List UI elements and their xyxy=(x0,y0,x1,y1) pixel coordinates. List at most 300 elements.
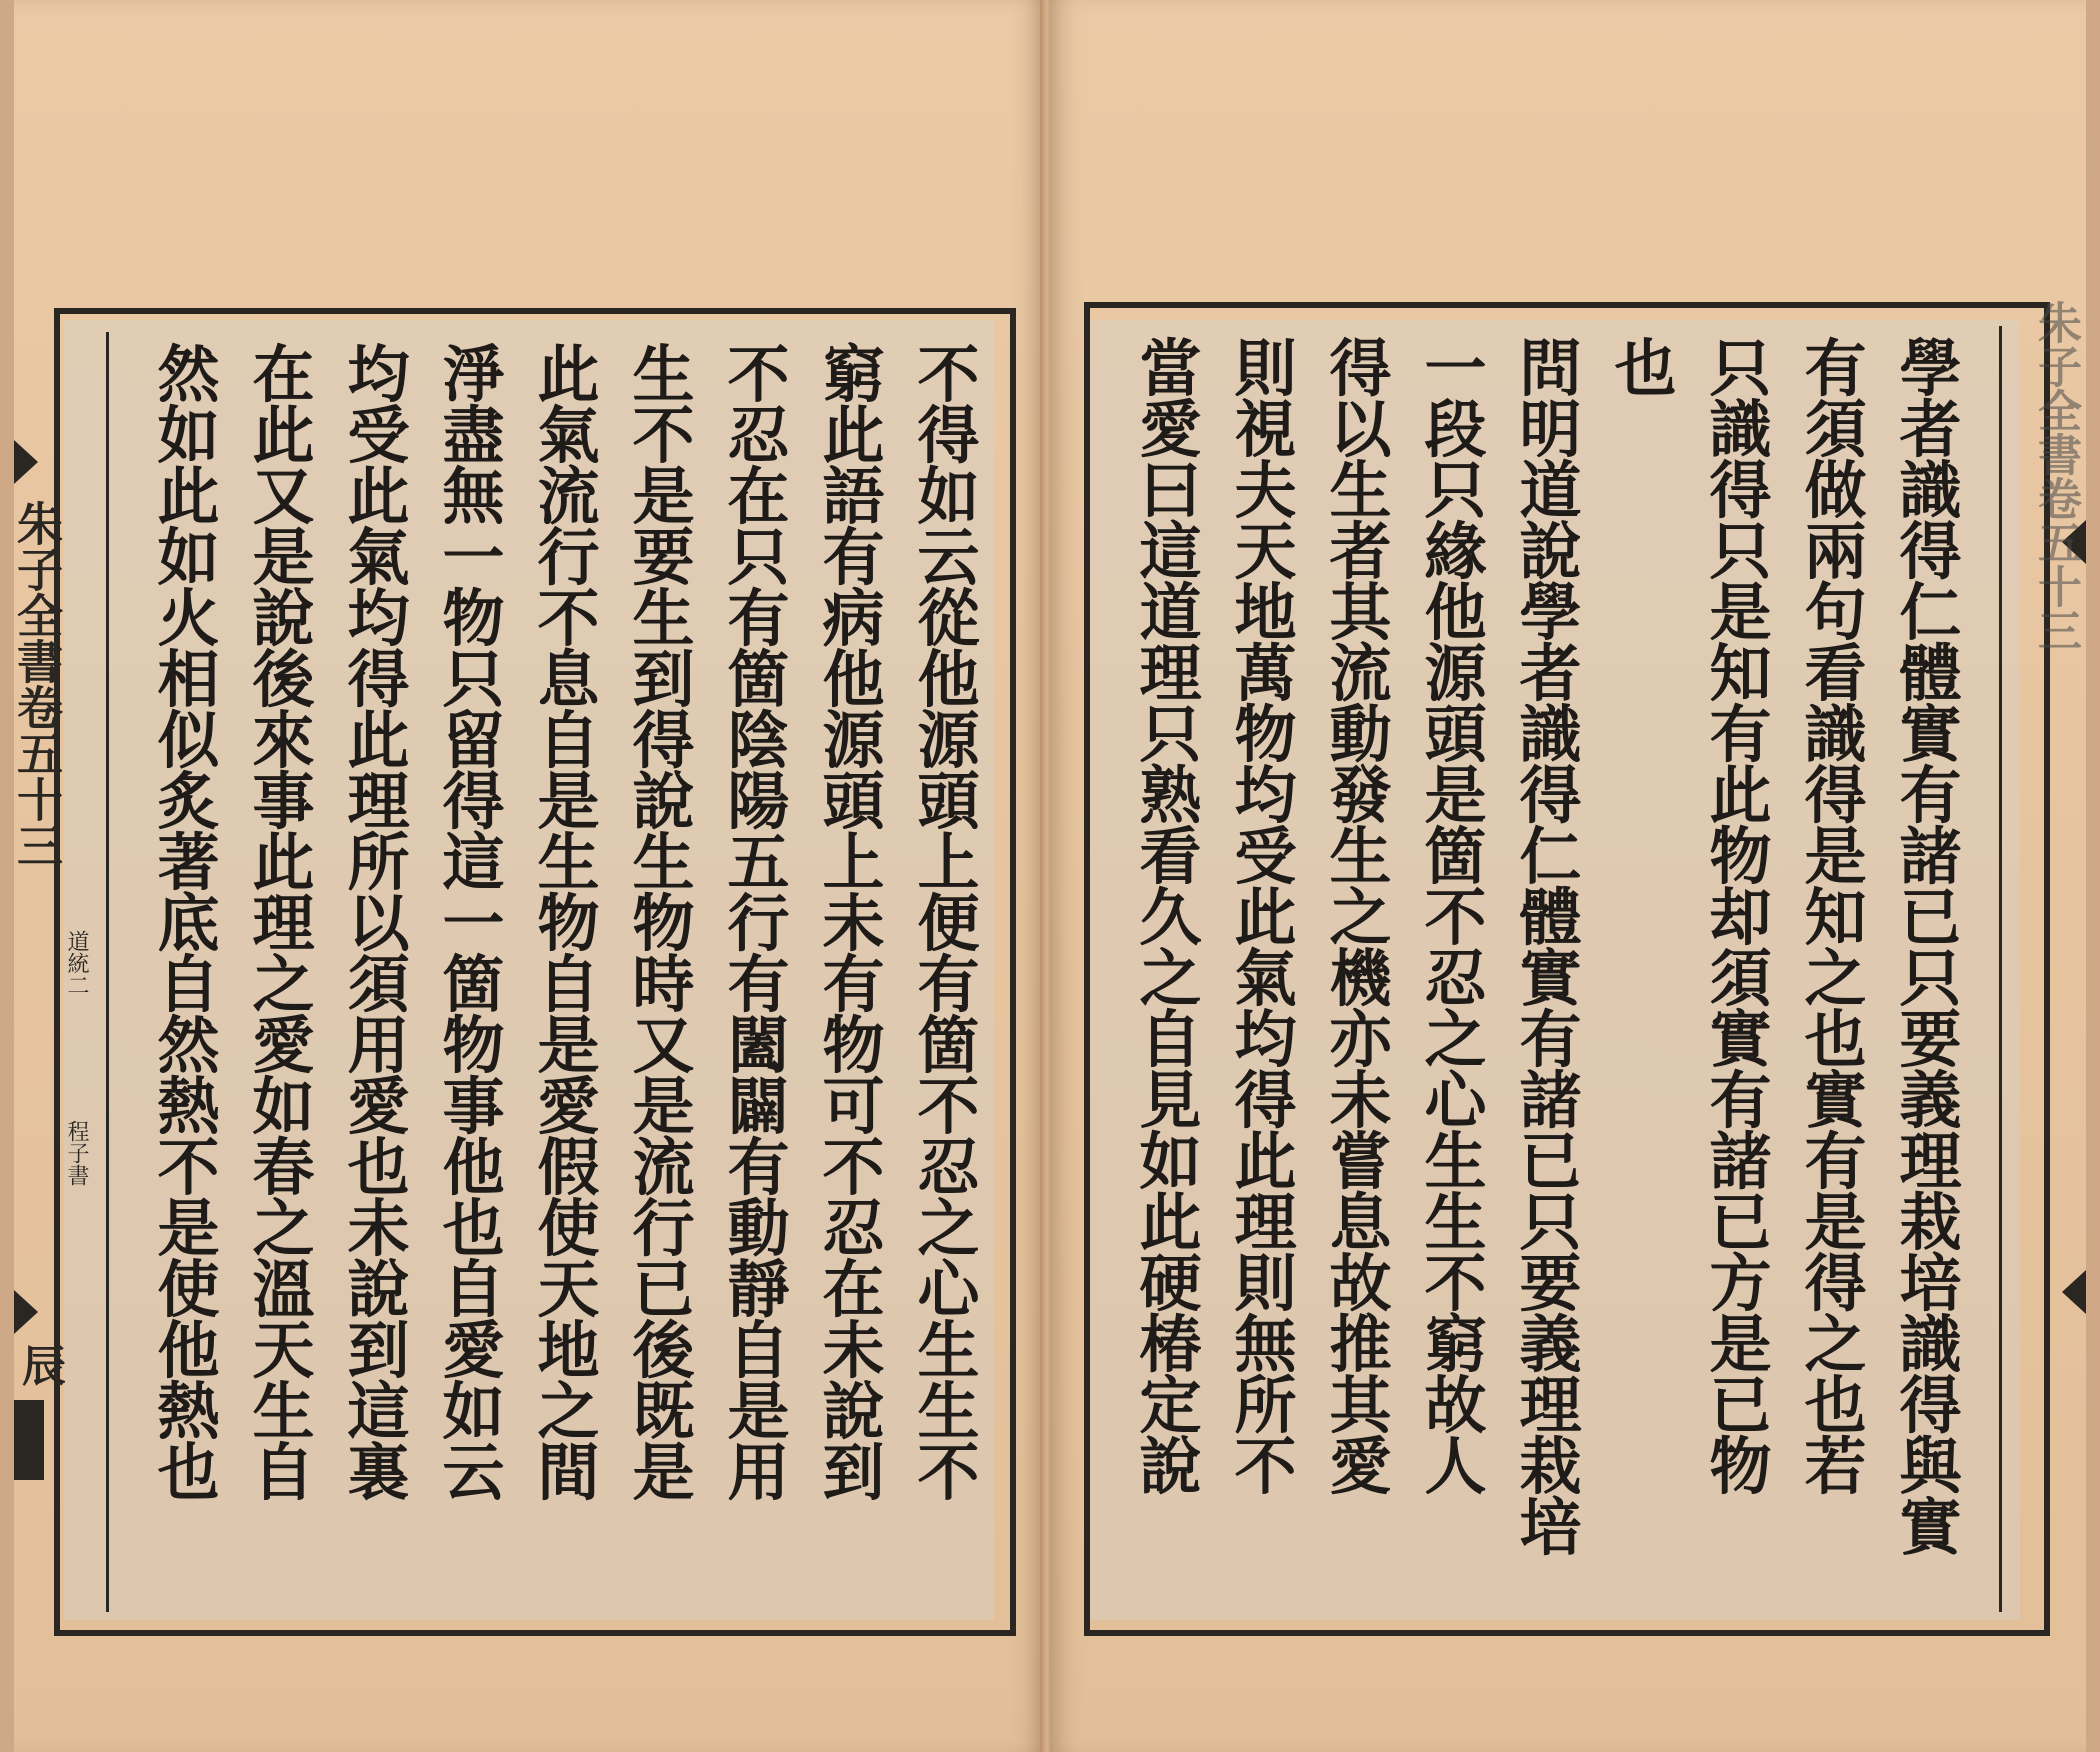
glyph: 到 xyxy=(347,1314,410,1387)
glyph: 地 xyxy=(1234,576,1297,649)
glyph: 知 xyxy=(1804,881,1867,954)
glyph: 既 xyxy=(632,1375,695,1448)
glyph: 說 xyxy=(822,1375,885,1448)
text-column xyxy=(1598,332,1693,1558)
glyph: 緣 xyxy=(1424,515,1487,588)
glyph: 此 xyxy=(1234,881,1297,954)
glyph: 知 xyxy=(1709,637,1772,710)
glyph: 是 xyxy=(632,1436,695,1509)
glyph: 也 xyxy=(157,1436,220,1509)
glyph: 見 xyxy=(1139,1064,1202,1137)
right-margin-strip xyxy=(2016,290,2086,1650)
glyph: 理 xyxy=(1139,637,1202,710)
glyph: 事 xyxy=(252,765,315,838)
right-page xyxy=(1050,0,2086,1752)
glyph: 做 xyxy=(1804,454,1867,527)
glyph: 之 xyxy=(252,948,315,1021)
glyph: 體 xyxy=(1899,637,1962,710)
margin-subtitle-2: 程子書 xyxy=(64,1120,89,1186)
glyph: 間 xyxy=(537,1436,600,1509)
glyph: 諸 xyxy=(1519,1064,1582,1137)
glyph: 方 xyxy=(1709,1247,1772,1320)
glyph: 物 xyxy=(1234,698,1297,771)
glyph: 自 xyxy=(252,1436,315,1509)
glyph: 識 xyxy=(1519,698,1582,771)
text-column xyxy=(1503,332,1598,1564)
glyph: 不 xyxy=(917,1436,980,1509)
glyph: 得 xyxy=(1899,1369,1962,1442)
glyph: 此 xyxy=(347,704,410,777)
glyph: 是 xyxy=(632,460,695,533)
glyph: 氣 xyxy=(347,521,410,594)
glyph: 生 xyxy=(1329,454,1392,527)
glyph: 此 xyxy=(252,399,315,472)
glyph: 流 xyxy=(537,460,600,533)
text-column xyxy=(521,338,616,1509)
glyph: 者 xyxy=(1329,515,1392,588)
glyph: 當 xyxy=(1139,332,1202,405)
glyph: 自 xyxy=(1139,1003,1202,1076)
glyph: 無 xyxy=(442,460,505,533)
glyph: 火 xyxy=(157,582,220,655)
glyph: 其 xyxy=(1329,576,1392,649)
glyph: 以 xyxy=(347,887,410,960)
glyph: 愛 xyxy=(252,1009,315,1082)
glyph: 理 xyxy=(1519,1369,1582,1442)
glyph: 諸 xyxy=(1899,820,1962,893)
glyph: 問 xyxy=(1519,332,1582,405)
glyph: 此 xyxy=(1139,1186,1202,1259)
frame-inner-line xyxy=(106,332,109,1612)
glyph: 故 xyxy=(1424,1369,1487,1442)
glyph: 之 xyxy=(537,1375,600,1448)
glyph: 不 xyxy=(1234,1430,1297,1503)
glyph: 不 xyxy=(537,582,600,655)
glyph: 愛 xyxy=(1139,393,1202,466)
glyph: 箇 xyxy=(1424,820,1487,893)
glyph: 這 xyxy=(442,826,505,899)
glyph: 息 xyxy=(1329,1186,1392,1259)
glyph: 生 xyxy=(917,1314,980,1387)
glyph: 學 xyxy=(1519,576,1582,649)
glyph: 行 xyxy=(727,887,790,960)
glyph: 時 xyxy=(632,948,695,1021)
glyph: 此 xyxy=(1234,1125,1297,1198)
glyph: 所 xyxy=(347,826,410,899)
glyph: 用 xyxy=(347,1009,410,1082)
glyph: 行 xyxy=(632,1192,695,1265)
glyph: 是 xyxy=(537,765,600,838)
glyph: 盡 xyxy=(442,399,505,472)
glyph: 只 xyxy=(1709,332,1772,405)
glyph: 推 xyxy=(1329,1308,1392,1381)
glyph: 頭 xyxy=(917,765,980,838)
glyph: 亦 xyxy=(1329,1003,1392,1076)
glyph: 受 xyxy=(347,399,410,472)
glyph: 物 xyxy=(1709,820,1772,893)
fishtail-mark-lower xyxy=(2040,1270,2086,1314)
glyph: 實 xyxy=(1899,698,1962,771)
glyph: 道 xyxy=(1139,576,1202,649)
glyph: 源 xyxy=(1424,637,1487,710)
glyph: 這 xyxy=(347,1375,410,1448)
glyph: 物 xyxy=(442,1009,505,1082)
glyph: 源 xyxy=(822,704,885,777)
glyph: 如 xyxy=(157,399,220,472)
text-column xyxy=(1883,332,1978,1564)
glyph: 夫 xyxy=(1234,454,1297,527)
glyph: 嘗 xyxy=(1329,1125,1392,1198)
glyph: 心 xyxy=(917,1253,980,1326)
glyph: 却 xyxy=(1709,881,1772,954)
glyph: 如 xyxy=(1139,1125,1202,1198)
text-column xyxy=(1313,332,1408,1558)
glyph: 行 xyxy=(537,521,600,594)
glyph: 是 xyxy=(1709,1308,1772,1381)
glyph: 到 xyxy=(632,643,695,716)
glyph: 愛 xyxy=(537,1070,600,1143)
glyph: 陽 xyxy=(727,765,790,838)
glyph: 是 xyxy=(727,1375,790,1448)
glyph: 後 xyxy=(252,643,315,716)
faded-margin-title: 朱子全書卷五十三 xyxy=(2030,300,2081,652)
glyph: 栽 xyxy=(1899,1186,1962,1259)
glyph: 窮 xyxy=(1424,1308,1487,1381)
glyph: 說 xyxy=(1139,1430,1202,1503)
glyph: 上 xyxy=(822,826,885,899)
glyph: 也 xyxy=(1614,332,1677,405)
glyph: 動 xyxy=(727,1192,790,1265)
glyph: 之 xyxy=(252,1192,315,1265)
glyph: 兩 xyxy=(1804,515,1867,588)
glyph: 他 xyxy=(442,1131,505,1204)
glyph: 得 xyxy=(1899,515,1962,588)
glyph: 已 xyxy=(1899,881,1962,954)
glyph: 實 xyxy=(1709,1003,1772,1076)
glyph: 此 xyxy=(1709,759,1772,832)
glyph: 生 xyxy=(632,582,695,655)
glyph: 闢 xyxy=(727,1070,790,1143)
text-column xyxy=(806,338,901,1509)
margin-subtitle-1: 道統二 xyxy=(64,930,89,996)
glyph: 也 xyxy=(1804,1369,1867,1442)
glyph: 源 xyxy=(917,704,980,777)
glyph: 生 xyxy=(1424,1186,1487,1259)
glyph: 義 xyxy=(1519,1308,1582,1381)
glyph: 仁 xyxy=(1519,820,1582,893)
glyph: 有 xyxy=(1899,759,1962,832)
glyph: 生 xyxy=(1424,1125,1487,1198)
glyph: 是 xyxy=(157,1192,220,1265)
glyph: 不 xyxy=(632,399,695,472)
glyph: 忍 xyxy=(1424,942,1487,1015)
glyph: 云 xyxy=(917,521,980,594)
glyph: 熱 xyxy=(157,1070,220,1143)
glyph: 未 xyxy=(822,1314,885,1387)
glyph: 體 xyxy=(1519,881,1582,954)
glyph: 須 xyxy=(347,948,410,1021)
glyph: 自 xyxy=(727,1314,790,1387)
glyph: 得 xyxy=(1709,454,1772,527)
text-column xyxy=(236,338,331,1509)
left-text-frame xyxy=(54,308,1016,1636)
glyph: 他 xyxy=(157,1314,220,1387)
glyph: 機 xyxy=(1329,942,1392,1015)
glyph: 生 xyxy=(632,338,695,411)
glyph: 他 xyxy=(1424,576,1487,649)
glyph: 物 xyxy=(822,1009,885,1082)
glyph: 一 xyxy=(1424,332,1487,405)
glyph: 者 xyxy=(1899,393,1962,466)
glyph: 實 xyxy=(1519,942,1582,1015)
glyph: 明 xyxy=(1519,393,1582,466)
glyph: 後 xyxy=(632,1314,695,1387)
glyph: 未 xyxy=(822,887,885,960)
text-column xyxy=(901,338,996,1509)
glyph: 物 xyxy=(537,887,600,960)
glyph: 箇 xyxy=(917,1009,980,1082)
glyph: 生 xyxy=(917,1375,980,1448)
glyph: 萬 xyxy=(1234,637,1297,710)
glyph: 使 xyxy=(157,1253,220,1326)
glyph: 有 xyxy=(917,948,980,1021)
glyph: 病 xyxy=(822,582,885,655)
glyph: 他 xyxy=(822,643,885,716)
glyph: 均 xyxy=(1234,1003,1297,1076)
glyph: 從 xyxy=(917,582,980,655)
glyph: 有 xyxy=(727,582,790,655)
glyph: 只 xyxy=(1139,698,1202,771)
glyph: 說 xyxy=(1519,515,1582,588)
glyph: 受 xyxy=(1234,820,1297,893)
glyph: 理 xyxy=(1234,1186,1297,1259)
glyph: 得 xyxy=(442,765,505,838)
text-column xyxy=(616,338,711,1509)
glyph: 培 xyxy=(1899,1247,1962,1320)
glyph: 愛 xyxy=(1329,1430,1392,1503)
glyph: 頭 xyxy=(1424,698,1487,771)
glyph: 須 xyxy=(1804,393,1867,466)
glyph: 忍 xyxy=(917,1131,980,1204)
glyph: 已 xyxy=(1709,1369,1772,1442)
glyph: 是 xyxy=(537,1009,600,1082)
glyph: 自 xyxy=(537,704,600,777)
glyph: 已 xyxy=(1709,1186,1772,1259)
glyph: 硬 xyxy=(1139,1247,1202,1320)
glyph: 如 xyxy=(917,460,980,533)
glyph: 若 xyxy=(1804,1430,1867,1503)
glyph: 上 xyxy=(917,826,980,899)
glyph: 又 xyxy=(632,1009,695,1082)
glyph: 是 xyxy=(1709,576,1772,649)
glyph: 然 xyxy=(157,1009,220,1082)
glyph: 要 xyxy=(1899,1003,1962,1076)
glyph: 要 xyxy=(1519,1247,1582,1320)
glyph: 也 xyxy=(1804,1003,1867,1076)
glyph: 用 xyxy=(727,1436,790,1509)
glyph: 看 xyxy=(1139,820,1202,893)
glyph: 培 xyxy=(1519,1491,1582,1564)
glyph: 到 xyxy=(822,1436,885,1509)
glyph: 這 xyxy=(1139,515,1202,588)
glyph: 其 xyxy=(1329,1369,1392,1442)
glyph: 此 xyxy=(252,826,315,899)
glyph: 是 xyxy=(252,521,315,594)
glyph: 則 xyxy=(1234,332,1297,405)
glyph: 事 xyxy=(442,1070,505,1143)
glyph: 溫 xyxy=(252,1253,315,1326)
glyph: 均 xyxy=(347,338,410,411)
glyph: 著 xyxy=(157,826,220,899)
glyph: 流 xyxy=(1329,637,1392,710)
glyph: 物 xyxy=(1709,1430,1772,1503)
glyph: 識 xyxy=(1899,1308,1962,1381)
text-column xyxy=(1123,332,1218,1558)
glyph: 此 xyxy=(537,338,600,411)
glyph: 只 xyxy=(442,643,505,716)
glyph: 久 xyxy=(1139,881,1202,954)
glyph: 箇 xyxy=(727,643,790,716)
glyph: 闔 xyxy=(727,1009,790,1082)
glyph: 動 xyxy=(1329,698,1392,771)
glyph: 得 xyxy=(1804,1247,1867,1320)
glyph: 自 xyxy=(442,1253,505,1326)
glyph: 道 xyxy=(1519,454,1582,527)
glyph: 流 xyxy=(632,1131,695,1204)
glyph: 氣 xyxy=(537,399,600,472)
glyph: 故 xyxy=(1329,1247,1392,1320)
glyph: 未 xyxy=(347,1192,410,1265)
left-text-columns xyxy=(141,338,996,1509)
glyph: 不 xyxy=(727,338,790,411)
glyph: 之 xyxy=(917,1192,980,1265)
glyph: 得 xyxy=(917,399,980,472)
glyph: 與 xyxy=(1899,1430,1962,1503)
glyph: 是 xyxy=(632,1070,695,1143)
glyph: 又 xyxy=(252,460,315,533)
glyph: 生 xyxy=(252,1375,315,1448)
glyph: 之 xyxy=(1329,881,1392,954)
glyph: 義 xyxy=(1899,1064,1962,1137)
glyph: 箇 xyxy=(442,948,505,1021)
glyph: 心 xyxy=(1424,1064,1487,1137)
glyph: 天 xyxy=(537,1253,600,1326)
glyph: 炙 xyxy=(157,765,220,838)
glyph: 息 xyxy=(537,643,600,716)
glyph: 愛 xyxy=(442,1314,505,1387)
glyph: 說 xyxy=(632,765,695,838)
glyph: 實 xyxy=(1899,1491,1962,1564)
glyph: 地 xyxy=(537,1314,600,1387)
glyph: 識 xyxy=(1709,393,1772,466)
glyph: 得 xyxy=(1804,759,1867,832)
glyph: 他 xyxy=(917,643,980,716)
glyph: 仁 xyxy=(1899,576,1962,649)
glyph: 有 xyxy=(1709,698,1772,771)
glyph: 熱 xyxy=(157,1375,220,1448)
glyph: 如 xyxy=(252,1070,315,1143)
text-column xyxy=(711,338,806,1509)
glyph: 視 xyxy=(1234,393,1297,466)
glyph: 不 xyxy=(917,1070,980,1143)
glyph: 不 xyxy=(917,338,980,411)
text-column xyxy=(1218,332,1313,1558)
glyph: 句 xyxy=(1804,576,1867,649)
glyph: 熟 xyxy=(1139,759,1202,832)
glyph: 天 xyxy=(252,1314,315,1387)
glyph: 無 xyxy=(1234,1308,1297,1381)
glyph: 只 xyxy=(1519,1186,1582,1259)
glyph: 只 xyxy=(1424,454,1487,527)
glyph: 以 xyxy=(1329,393,1392,466)
glyph: 未 xyxy=(1329,1064,1392,1137)
glyph: 不 xyxy=(157,1131,220,1204)
text-column xyxy=(1693,332,1788,1558)
left-page xyxy=(10,0,1044,1752)
text-column xyxy=(141,338,236,1509)
glyph: 有 xyxy=(1709,1064,1772,1137)
glyph: 不 xyxy=(1424,881,1487,954)
glyph: 之 xyxy=(1424,1003,1487,1076)
glyph: 忍 xyxy=(822,1192,885,1265)
glyph: 來 xyxy=(252,704,315,777)
glyph: 只 xyxy=(1709,515,1772,588)
glyph: 窮 xyxy=(822,338,885,411)
glyph: 忍 xyxy=(727,399,790,472)
glyph: 有 xyxy=(1804,1125,1867,1198)
glyph: 有 xyxy=(727,948,790,1021)
glyph: 生 xyxy=(1329,820,1392,893)
glyph: 在 xyxy=(252,338,315,411)
glyph: 有 xyxy=(822,521,885,594)
glyph: 淨 xyxy=(442,338,505,411)
glyph: 天 xyxy=(1234,515,1297,588)
glyph: 頭 xyxy=(822,765,885,838)
glyph: 之 xyxy=(1804,1308,1867,1381)
glyph: 自 xyxy=(537,948,600,1021)
glyph: 生 xyxy=(632,826,695,899)
glyph: 此 xyxy=(347,460,410,533)
glyph: 如 xyxy=(442,1375,505,1448)
glyph: 留 xyxy=(442,704,505,777)
glyph: 也 xyxy=(347,1131,410,1204)
glyph: 之 xyxy=(1804,942,1867,1015)
glyph: 相 xyxy=(157,643,220,716)
glyph: 得 xyxy=(1234,1064,1297,1137)
glyph: 理 xyxy=(252,887,315,960)
glyph: 春 xyxy=(252,1131,315,1204)
glyph: 之 xyxy=(1139,942,1202,1015)
glyph: 自 xyxy=(157,948,220,1021)
glyph: 只 xyxy=(1899,942,1962,1015)
glyph: 得 xyxy=(1519,759,1582,832)
glyph: 然 xyxy=(157,338,220,411)
glyph: 物 xyxy=(442,582,505,655)
glyph: 實 xyxy=(1804,1064,1867,1137)
glyph: 則 xyxy=(1234,1247,1297,1320)
glyph: 均 xyxy=(347,582,410,655)
glyph: 氣 xyxy=(1234,942,1297,1015)
glyph: 不 xyxy=(1424,1247,1487,1320)
glyph: 有 xyxy=(1804,332,1867,405)
glyph: 得 xyxy=(347,643,410,716)
glyph: 識 xyxy=(1899,454,1962,527)
glyph: 在 xyxy=(727,460,790,533)
glyph: 有 xyxy=(727,1131,790,1204)
glyph: 此 xyxy=(822,399,885,472)
right-text-columns xyxy=(1123,332,1978,1564)
glyph: 均 xyxy=(1234,759,1297,832)
